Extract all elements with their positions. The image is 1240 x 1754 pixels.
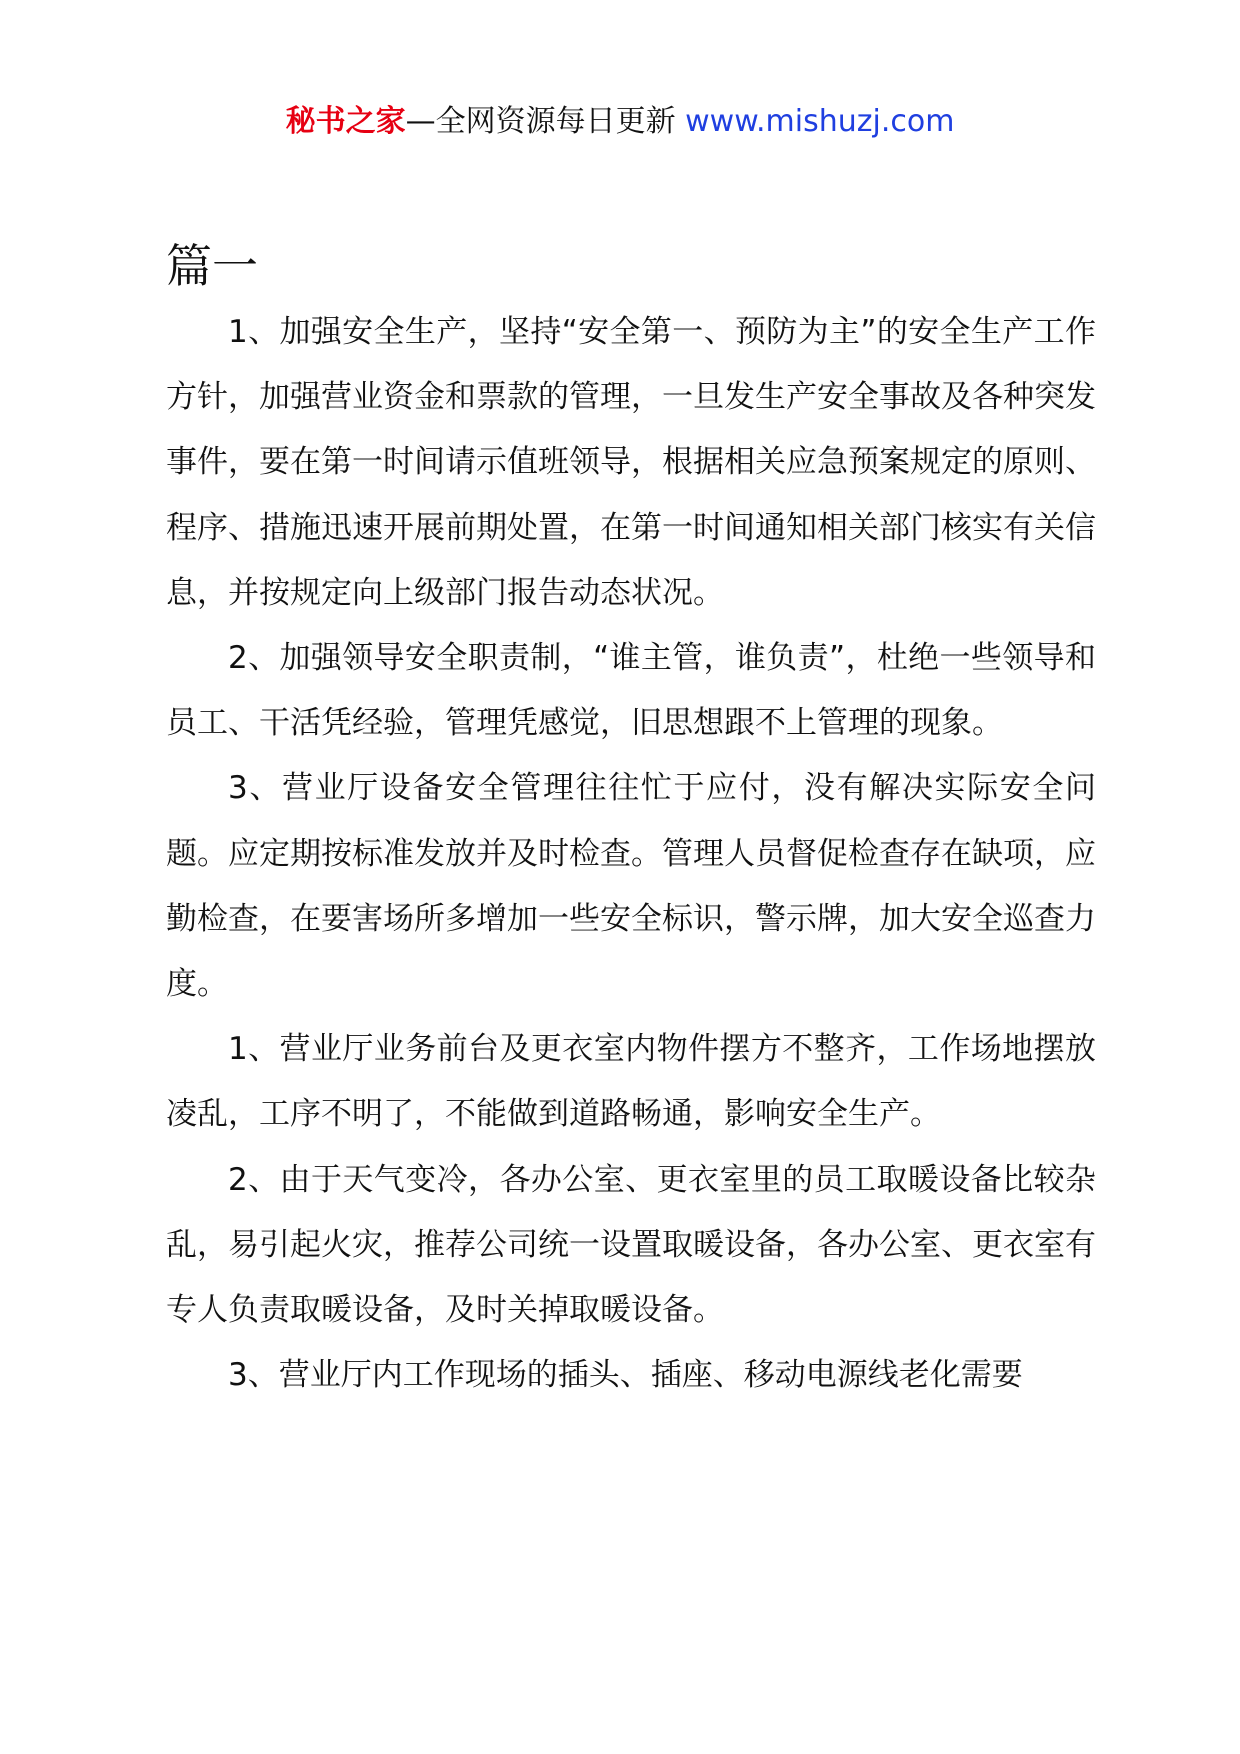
site-url-link[interactable]: www.mishuzj.com (685, 104, 955, 139)
paragraph: 2、由于天气变冷，各办公室、更衣室里的员工取暖设备比较杂乱，易引起火灾，推荐公司统一设置取暖设备，各办公室、更衣室有专人负责取暖设备，及时关掉取暖设备。 (166, 1161, 1096, 1329)
site-banner (0, 100, 1240, 144)
document-body (166, 300, 1096, 1408)
paragraph: 1、加强安全生产，坚持“安全第一、预防为主”的安全生产工作方针，加强营业资金和票款的管理，一旦发生产安全事故及各种突发事件，要在第一时间请示值班领导，根据相关应急预案规定的原则、程序、措施迅速开展前期处置，在第一时间通知相关部门核实有关信息，并按规定向上级部门报告动态状况。 (166, 314, 1096, 611)
paragraph: 1、营业厅业务前台及更衣室内物件摆方不整齐，工作场地摆放凌乱，工序不明了，不能做到道路畅通，影响安全生产。 (166, 1031, 1096, 1133)
paragraph: 2、加强领导安全职责制，“谁主管，谁负责”，杜绝一些领导和员工、干活凭经验，管理凭感觉，旧思想跟不上管理的现象。 (166, 640, 1096, 742)
paragraph: 3、营业厅设备安全管理往往忙于应付，没有解决实际安全问题。应定期按标准发放并及时检查。管理人员督促检查存在缺项，应勤检查，在要害场所多增加一些安全标识，警示牌，加大安全巡查力度。 (166, 770, 1096, 1003)
paragraph: 3、营业厅内工作现场的插头、插座、移动电源线老化需要 (228, 1357, 1023, 1394)
document-heading: 篇一 (166, 239, 258, 293)
banner-tagline: —全网资源每日更新 (405, 104, 686, 139)
brand-name: 秘书之家 (285, 104, 406, 139)
